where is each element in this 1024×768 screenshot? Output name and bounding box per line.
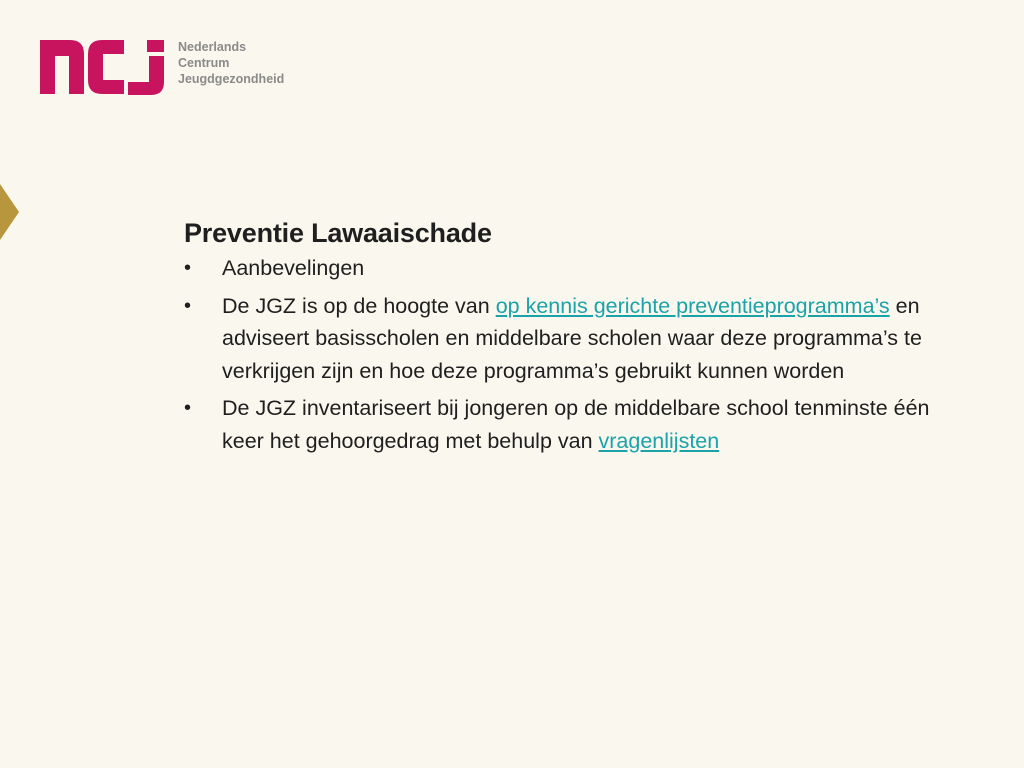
bullet-dot: • xyxy=(184,397,192,419)
side-arrow-decoration xyxy=(0,184,22,240)
bullet-3-text-before: De JGZ inventariseert bij jongeren op de middelbare school tenminste één keer het gehoorgedrag met behulp van xyxy=(222,396,930,453)
slide-content xyxy=(184,216,974,462)
bullet-list xyxy=(184,252,974,457)
bullet-2-text-before: De JGZ is op de hoogte van xyxy=(222,293,496,318)
bullet-1-text: Aanbevelingen xyxy=(222,256,365,280)
ncj-logo xyxy=(40,38,284,96)
vragenlijsten-link[interactable]: vragenlijsten xyxy=(598,428,720,453)
logo-line-1: Nederlands xyxy=(178,40,247,54)
slide-title: Preventie Lawaaischade xyxy=(184,218,492,248)
logo-line-3: Jeugdgezondheid xyxy=(178,72,285,86)
ncj-logo-mark xyxy=(40,38,166,96)
bullet-item-2 xyxy=(184,290,974,388)
bullet-dot: • xyxy=(184,294,192,317)
bullet-dot: • xyxy=(184,257,192,279)
logo-line-2: Centrum xyxy=(178,56,230,70)
bullet-item-1 xyxy=(184,252,974,285)
bullet-item-3 xyxy=(184,392,974,457)
bullet-2-text-after: en adviseert basisscholen en middelbare scholen waar deze programma’s te verkrijgen zijn en hoe deze programma’s gebruikt kunnen worden xyxy=(222,293,922,383)
preventieprogrammas-link[interactable]: op kennis gerichte preventieprogramma’s xyxy=(495,293,890,318)
logo-wordmark xyxy=(178,39,284,87)
